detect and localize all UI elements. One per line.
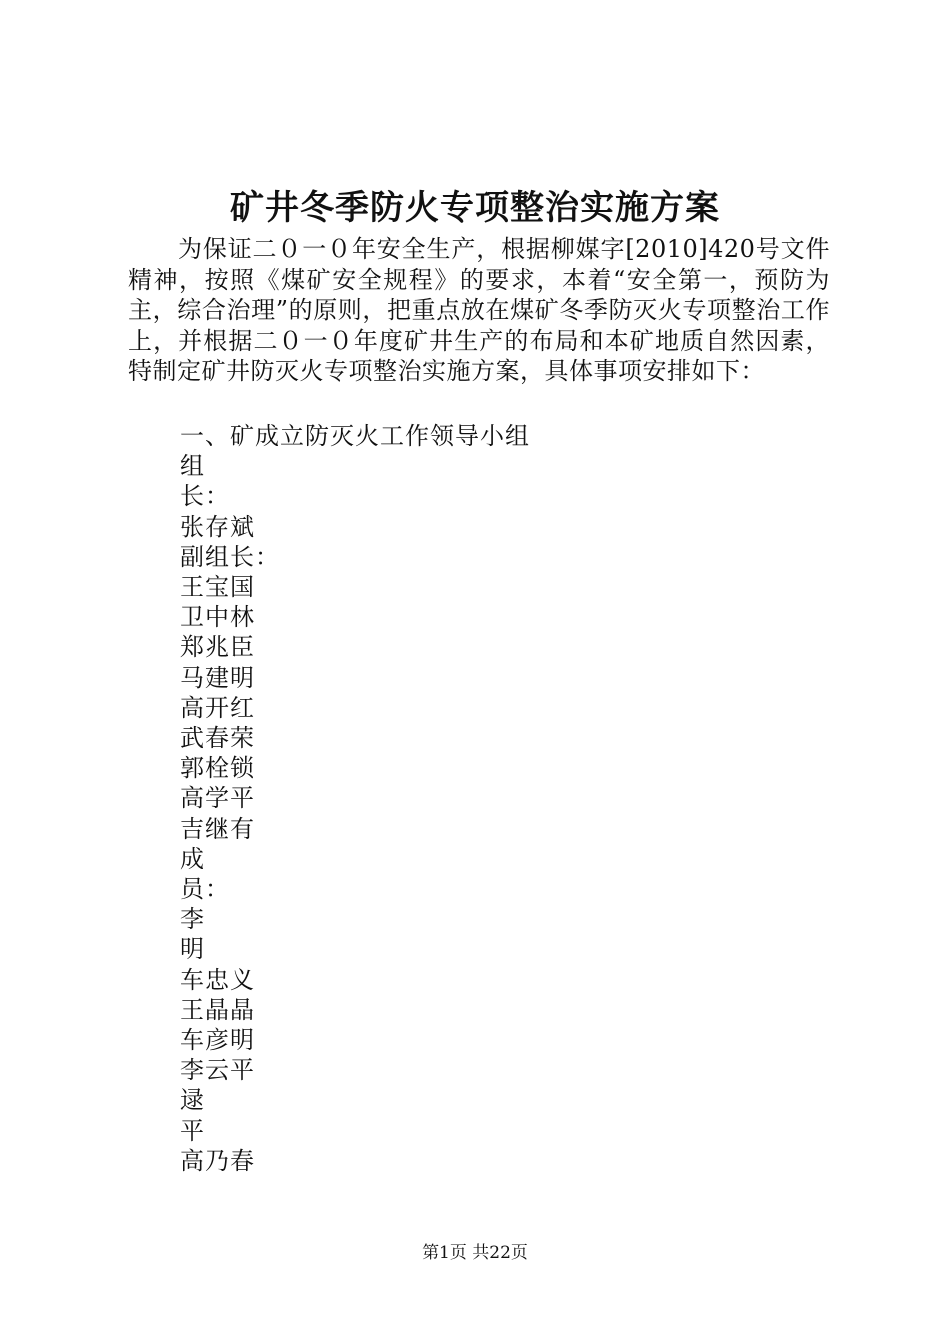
leadership-list [180, 421, 780, 1176]
list-item: 马建明 [180, 663, 255, 692]
list-item: 平 [180, 1116, 205, 1145]
list-item: 明 [180, 935, 205, 964]
list-item: 高乃春 [180, 1146, 255, 1175]
list-item: 张存斌 [180, 512, 255, 541]
list-item: 吉继有 [180, 814, 255, 843]
list-item: 王晶晶 [180, 995, 255, 1024]
list-item: 长： [180, 482, 230, 511]
list-item: 高学平 [180, 784, 255, 813]
section-heading: 一、矿成立防灭火工作领导小组 [180, 422, 530, 450]
list-item: 李云平 [180, 1056, 255, 1085]
list-item: 逯 [180, 1086, 205, 1115]
list-item: 郭栓锁 [180, 754, 255, 783]
list-item: 高开红 [180, 693, 255, 722]
list-item: 副组长： [180, 542, 280, 571]
list-item: 王宝国 [180, 573, 255, 602]
list-item: 组 [180, 452, 205, 481]
list-item: 员： [180, 875, 230, 904]
list-item: 成 [180, 844, 205, 873]
page-number-footer: 第1页 共22页 [422, 1243, 528, 1263]
list-item: 车彦明 [180, 1026, 255, 1055]
list-item: 武春荣 [180, 724, 255, 753]
list-item: 郑兆臣 [180, 633, 255, 662]
list-item: 卫中林 [180, 603, 255, 632]
list-item: 车忠义 [180, 965, 255, 994]
list-item: 李 [180, 905, 205, 934]
document-title: 矿井冬季防火专项整治实施方案 [230, 188, 720, 228]
intro-paragraph: 为保证二０一０年安全生产，根据柳媒字[2010]420号文件精神，按照《煤矿安全规程》的要求，本着“安全第一，预防为主，综合治理”的原则，把重点放在煤矿冬季防灭火专项整治工作上，并根据二０一０年度矿井生产的布局和本矿地质自然因素，特制定矿井防灭火专项整治实施方案，具体事项安排如下： [128, 235, 830, 385]
